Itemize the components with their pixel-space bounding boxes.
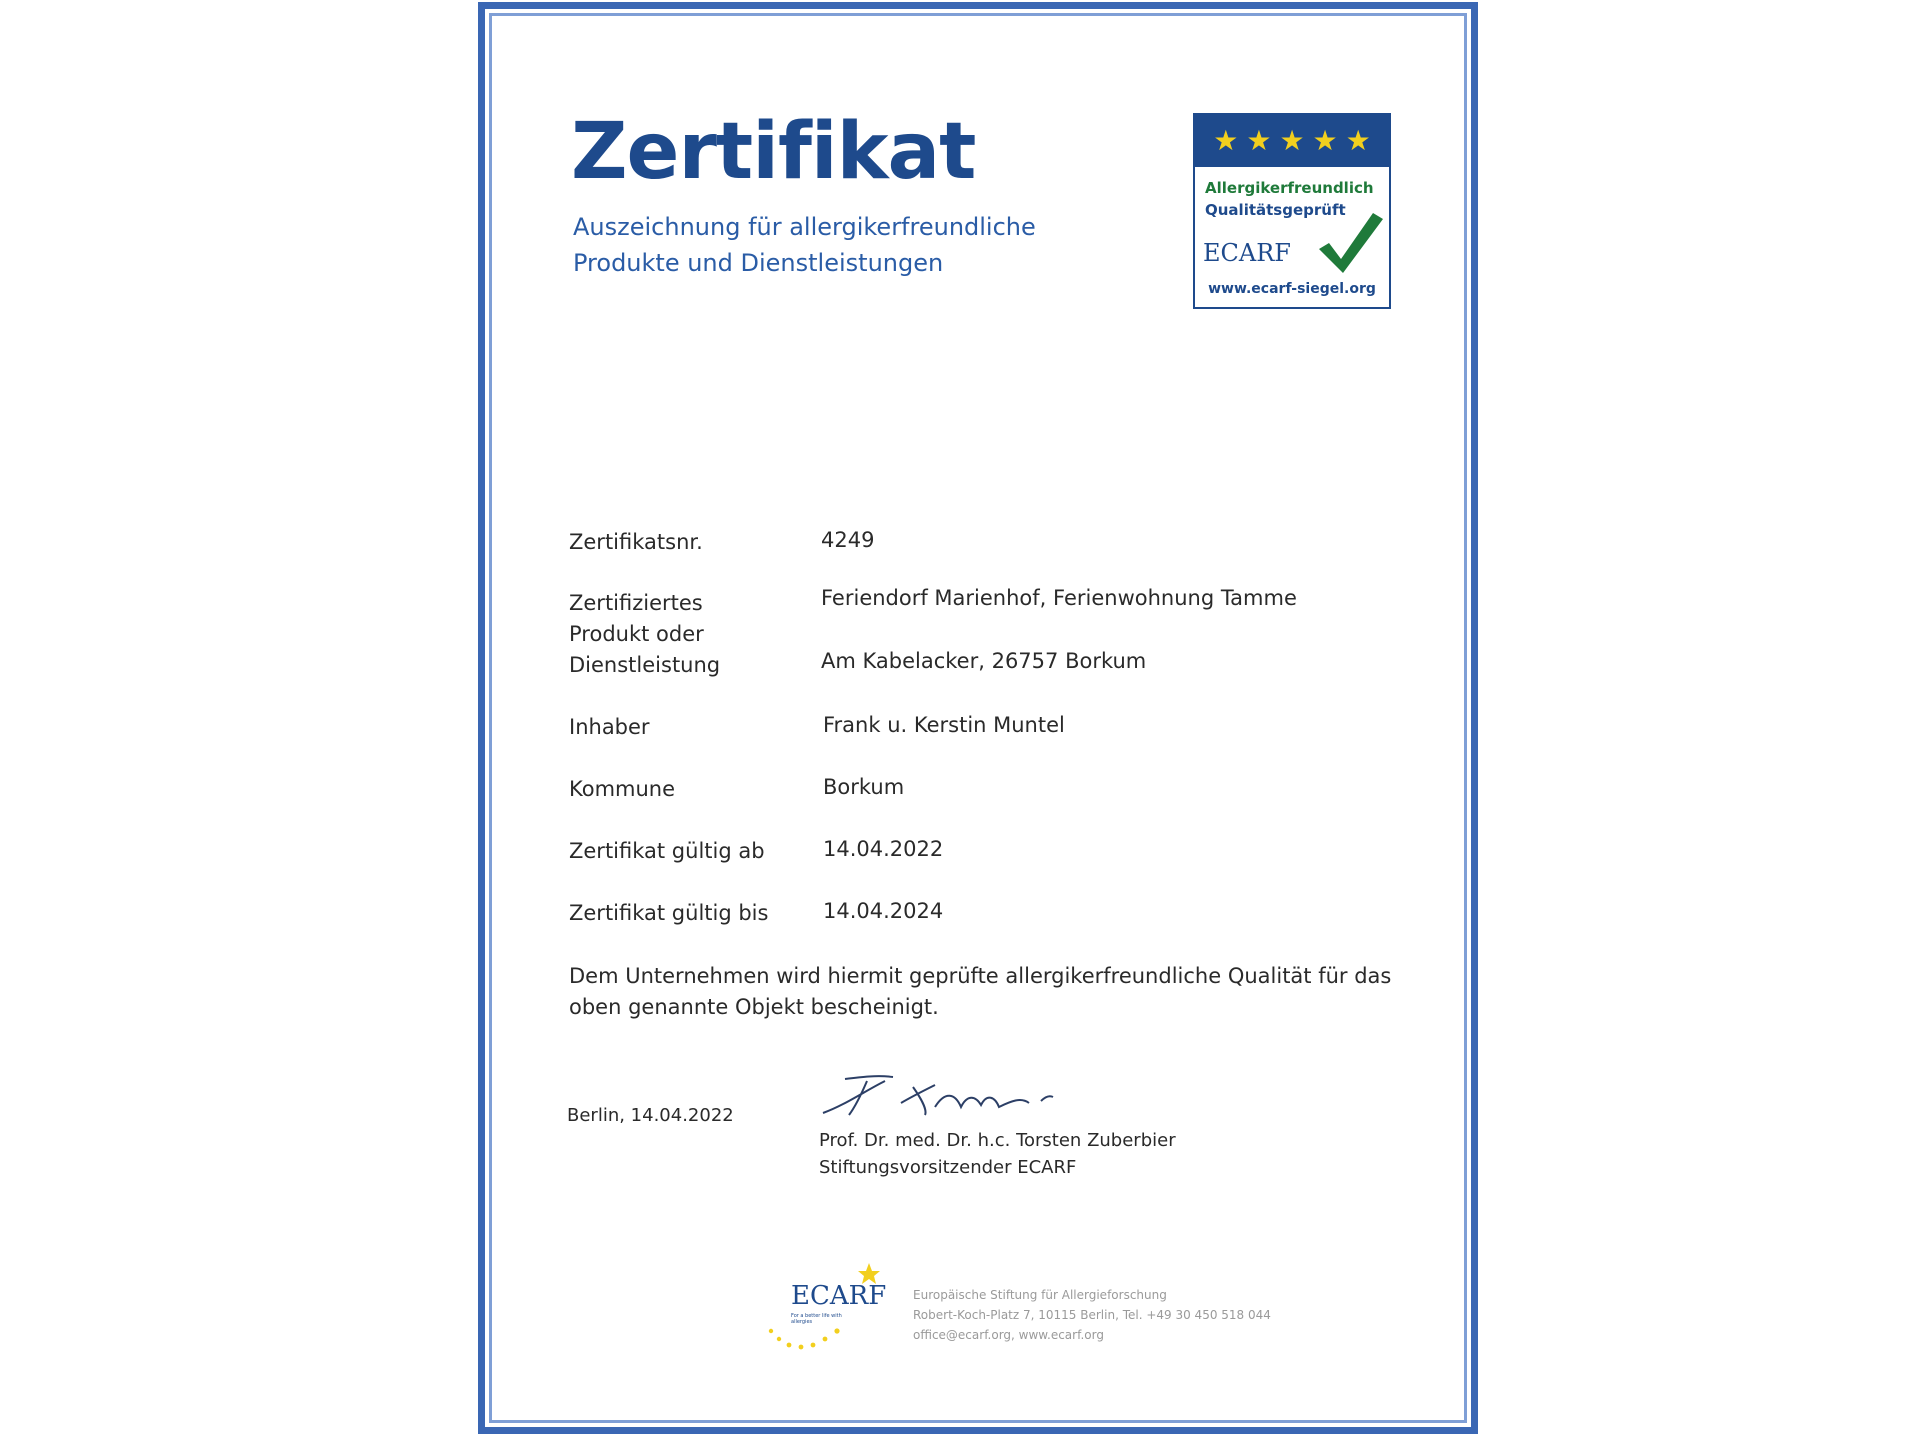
certificate-number-value: 4249 [821, 528, 875, 552]
star-icon: ★ [1345, 124, 1371, 157]
star-icon: ★ [1246, 124, 1272, 157]
valid-until-value: 14.04.2024 [823, 899, 944, 923]
valid-from-label: Zertifikat gültig ab [569, 839, 765, 863]
product-value: Feriendorf Marienhof, Ferienwohnung Tamme [821, 586, 1297, 610]
certification-statement: Dem Unternehmen wird hiermit geprüfte allergikerfreundliche Qualität für das oben genannte Objekt bescheinigt. [569, 964, 1392, 1019]
address-value: Am Kabelacker, 26757 Borkum [821, 649, 1147, 673]
municipality-label: Kommune [569, 777, 676, 801]
valid-from-value: 14.04.2022 [823, 837, 944, 861]
seal-url: www.ecarf-siegel.org [1208, 281, 1376, 297]
star-icon: ★ [1279, 124, 1305, 157]
checkmark-icon [1315, 209, 1385, 275]
certificate-subtitle: Auszeichnung für allergikerfreundliche Produkte und Dienstleistungen [573, 213, 1036, 277]
certificate-page [478, 2, 1478, 1434]
product-label-line2: Produkt oder [569, 622, 704, 646]
foundation-name: Europäische Stiftung für Allergieforschung [913, 1288, 1167, 1302]
seal-brand: ECARF [1203, 239, 1291, 267]
product-label-line3: Dienstleistung [569, 653, 721, 677]
ecarf-logo [761, 1259, 891, 1359]
owner-label: Inhaber [569, 715, 650, 739]
foundation-address: Robert-Koch-Platz 7, 10115 Berlin, Tel. +49 30 450 518 044 [913, 1308, 1271, 1322]
seal-line-quality-tested: Qualitätsgeprüft [1205, 201, 1346, 219]
star-icon: ★ [1312, 124, 1338, 157]
seal-stars-bar [1195, 115, 1389, 167]
certificate-title: Zertifikat [571, 107, 976, 197]
star-icon: ★ [1213, 124, 1239, 157]
foundation-info [913, 1285, 1271, 1345]
signature-image [815, 1067, 1075, 1127]
valid-until-label: Zertifikat gültig bis [569, 901, 769, 925]
signer-name: Prof. Dr. med. Dr. h.c. Torsten Zuberbier [819, 1130, 1176, 1151]
product-label-line1: Zertifiziertes [569, 591, 703, 615]
certificate-number-label: Zertifikatsnr. [569, 530, 703, 554]
owner-value: Frank u. Kerstin Muntel [823, 713, 1065, 737]
logo-brand: ECARF [791, 1281, 887, 1311]
logo-tagline: For a better life with allergies [791, 1313, 842, 1325]
signer-block [819, 1127, 1176, 1181]
municipality-value: Borkum [823, 775, 905, 799]
quality-seal [1193, 113, 1391, 309]
signer-role: Stiftungsvorsitzender ECARF [819, 1157, 1077, 1178]
place-and-date: Berlin, 14.04.2022 [567, 1105, 734, 1126]
seal-line-allergy-friendly: Allergikerfreundlich [1205, 179, 1374, 197]
foundation-contact: office@ecarf.org, www.ecarf.org [913, 1328, 1104, 1342]
